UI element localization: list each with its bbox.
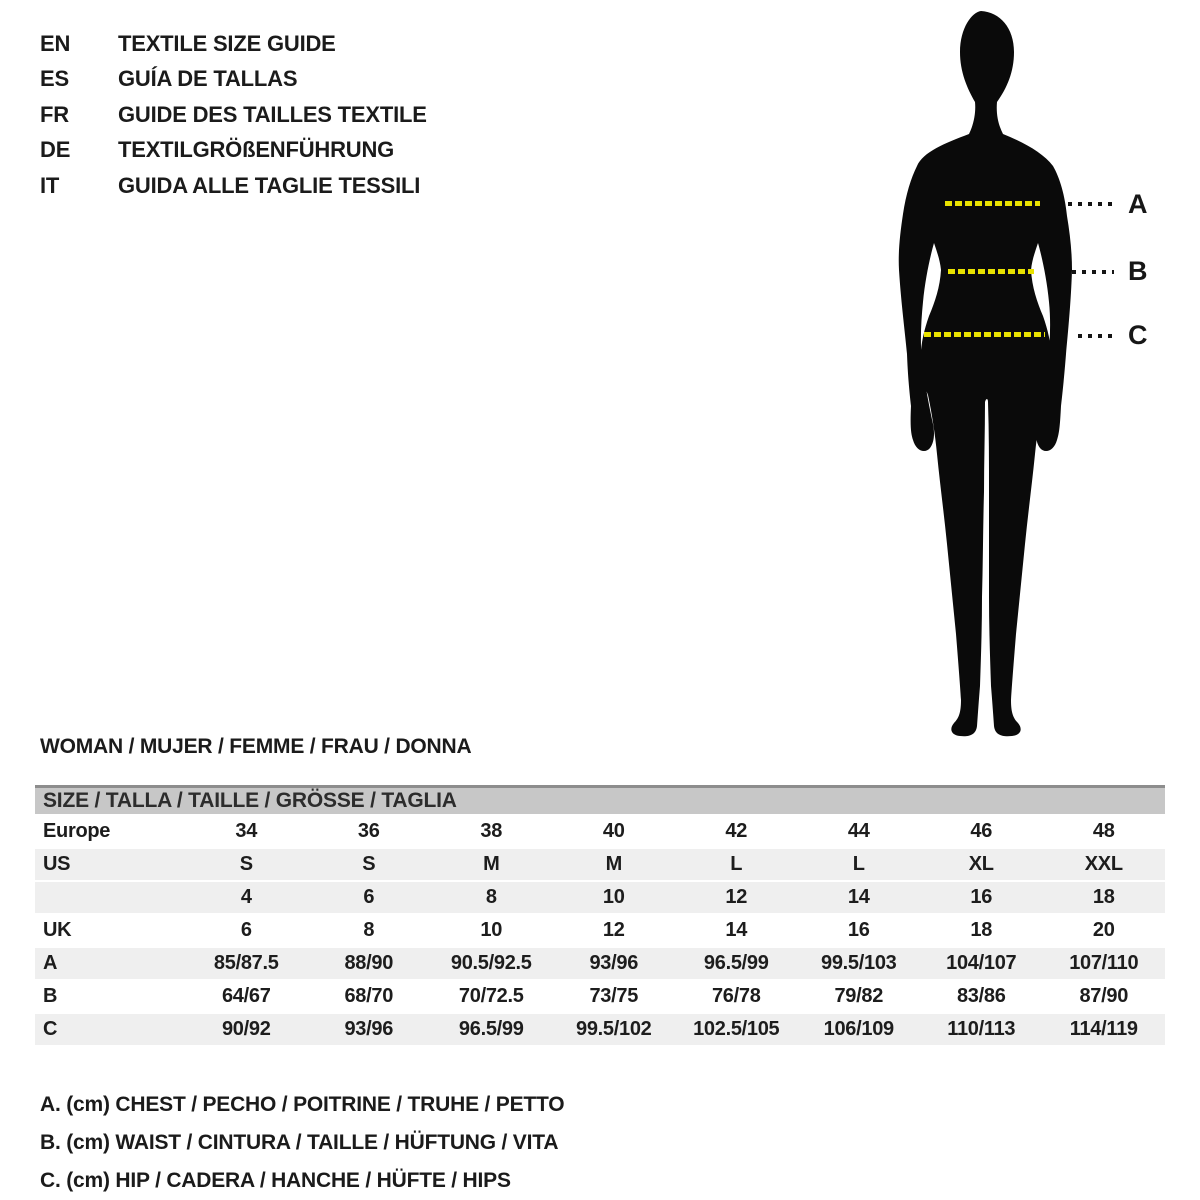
size-table-grid: [35, 816, 1165, 1047]
size-cell: 12: [553, 914, 676, 947]
size-cell: 20: [1043, 914, 1166, 947]
language-title: TEXTILE SIZE GUIDE: [118, 30, 336, 56]
language-code: DE: [40, 137, 71, 163]
language-row-fr: [40, 97, 427, 133]
size-cell: 44: [798, 816, 921, 848]
language-list: [40, 26, 427, 204]
section-title-woman: WOMAN / MUJER / FEMME / FRAU / DONNA: [40, 735, 472, 758]
size-cell: 90.5/92.5: [430, 947, 553, 980]
size-cell: 36: [308, 816, 431, 848]
size-cell: 99.5/102: [553, 1013, 676, 1046]
size-cell: 40: [553, 816, 676, 848]
size-cell: 16: [798, 914, 921, 947]
row-label: UK: [35, 914, 185, 947]
size-cell: 42: [675, 816, 798, 848]
size-cell: 6: [185, 914, 308, 947]
size-cell: M: [430, 848, 553, 881]
size-cell: 18: [920, 914, 1043, 947]
size-cell: XXL: [1043, 848, 1166, 881]
language-row-de: [40, 133, 427, 169]
size-cell: 90/92: [185, 1013, 308, 1046]
size-table-header: SIZE / TALLA / TAILLE / GRÖSSE / TAGLIA: [35, 785, 1165, 814]
language-title: GUIDA ALLE TAGLIE TESSILI: [118, 172, 421, 198]
size-cell: 64/67: [185, 980, 308, 1013]
size-cell: 10: [430, 914, 553, 947]
size-cell: 99.5/103: [798, 947, 921, 980]
size-cell: 76/78: [675, 980, 798, 1013]
language-row-en: [40, 26, 427, 62]
size-table: [35, 785, 1165, 1047]
language-title: GUÍA DE TALLAS: [118, 66, 298, 92]
table-row: [35, 947, 1165, 980]
legend-line: A. (cm) CHEST / PECHO / POITRINE / TRUHE / PETTO: [40, 1093, 565, 1116]
size-cell: 106/109: [798, 1013, 921, 1046]
size-cell: 93/96: [308, 1013, 431, 1046]
size-cell: 70/72.5: [430, 980, 553, 1013]
size-cell: 85/87.5: [185, 947, 308, 980]
table-row: [35, 914, 1165, 947]
table-row: [35, 816, 1165, 848]
size-cell: 12: [675, 881, 798, 914]
size-cell: XL: [920, 848, 1043, 881]
size-cell: 18: [1043, 881, 1166, 914]
size-cell: 16: [920, 881, 1043, 914]
chest-marker-letter: A: [1128, 189, 1148, 219]
table-row: [35, 980, 1165, 1013]
hip-dotted-leader: [1078, 334, 1114, 338]
row-label: C: [35, 1013, 185, 1046]
size-cell: 114/119: [1043, 1013, 1166, 1046]
size-cell: 93/96: [553, 947, 676, 980]
size-cell: 79/82: [798, 980, 921, 1013]
size-table-body: [35, 816, 1165, 1046]
size-cell: 6: [308, 881, 431, 914]
size-cell: 110/113: [920, 1013, 1043, 1046]
row-label: [35, 881, 185, 914]
row-label: A: [35, 947, 185, 980]
table-row: [35, 881, 1165, 914]
waist-marker-letter: B: [1128, 256, 1148, 286]
size-cell: 46: [920, 816, 1043, 848]
legend-line: C. (cm) HIP / CADERA / HANCHE / HÜFTE / HIPS: [40, 1169, 511, 1192]
table-row: [35, 1013, 1165, 1046]
table-row: [35, 848, 1165, 881]
language-title: GUIDE DES TAILLES TEXTILE: [118, 101, 427, 127]
size-cell: 14: [675, 914, 798, 947]
size-cell: M: [553, 848, 676, 881]
size-cell: 88/90: [308, 947, 431, 980]
chest-dotted-leader: [1068, 202, 1114, 206]
size-cell: 68/70: [308, 980, 431, 1013]
size-cell: 83/86: [920, 980, 1043, 1013]
size-cell: L: [675, 848, 798, 881]
size-cell: S: [185, 848, 308, 881]
size-cell: 48: [1043, 816, 1166, 848]
language-code: EN: [40, 30, 71, 56]
language-code: FR: [40, 101, 69, 127]
size-cell: 34: [185, 816, 308, 848]
size-cell: 73/75: [553, 980, 676, 1013]
woman-silhouette: [885, 2, 1085, 742]
row-label: US: [35, 848, 185, 881]
size-cell: 96.5/99: [675, 947, 798, 980]
language-row-it: [40, 168, 427, 204]
hip-dashed-line: [924, 332, 1045, 337]
waist-dotted-leader: [1072, 270, 1114, 274]
chest-dashed-line: [945, 201, 1040, 206]
size-cell: 4: [185, 881, 308, 914]
row-label: B: [35, 980, 185, 1013]
size-cell: 104/107: [920, 947, 1043, 980]
size-cell: 96.5/99: [430, 1013, 553, 1046]
row-label: Europe: [35, 816, 185, 848]
language-row-es: [40, 62, 427, 98]
size-cell: 102.5/105: [675, 1013, 798, 1046]
size-cell: 8: [308, 914, 431, 947]
size-cell: 87/90: [1043, 980, 1166, 1013]
measure-legend: [40, 1086, 564, 1200]
size-cell: 107/110: [1043, 947, 1166, 980]
size-cell: L: [798, 848, 921, 881]
size-cell: S: [308, 848, 431, 881]
waist-dashed-line: [948, 269, 1034, 274]
language-title: TEXTILGRÖßENFÜHRUNG: [118, 137, 395, 163]
hip-marker-letter: C: [1128, 320, 1148, 350]
size-cell: 14: [798, 881, 921, 914]
language-code: ES: [40, 66, 69, 92]
language-code: IT: [40, 172, 60, 198]
legend-line: B. (cm) WAIST / CINTURA / TAILLE / HÜFTUNG / VITA: [40, 1131, 559, 1154]
woman-silhouette-path: [899, 11, 1072, 736]
size-cell: 8: [430, 881, 553, 914]
size-cell: 10: [553, 881, 676, 914]
size-cell: 38: [430, 816, 553, 848]
